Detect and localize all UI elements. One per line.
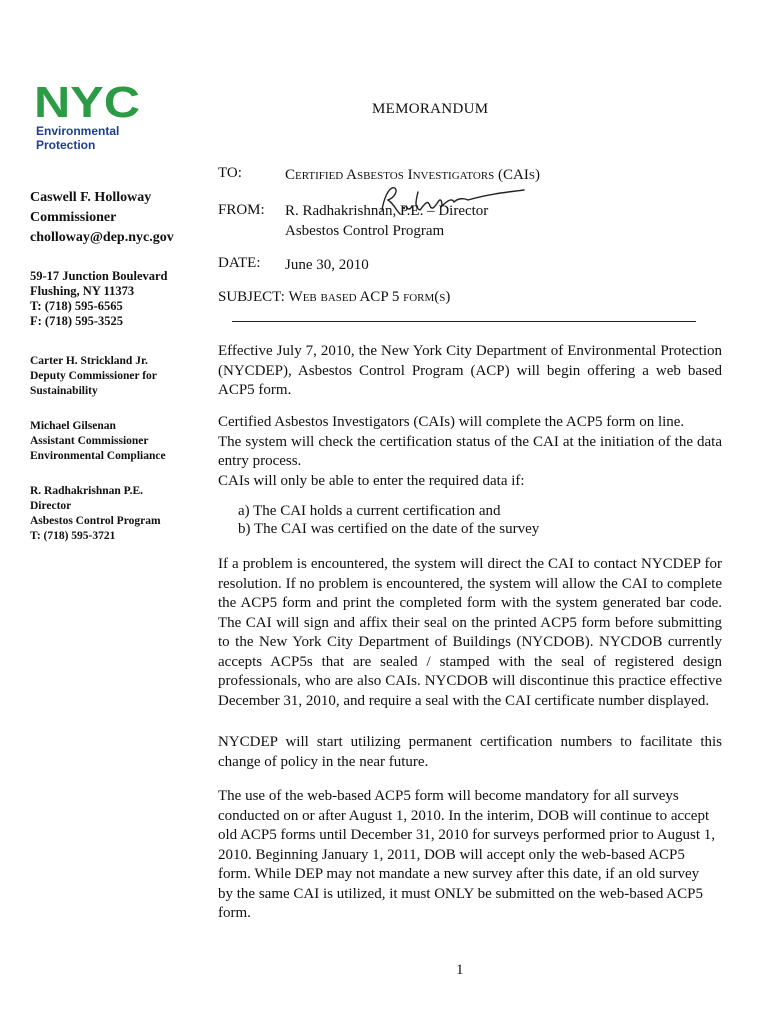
paragraph-line: The use of the web-based ACP5 form will become mandatory for all surveys: [218, 788, 679, 804]
agency-name: Environmental Protection: [36, 124, 120, 152]
subject-value: Web based ACP 5 form(s): [288, 289, 451, 305]
assistant-title: Assistant Commissioner: [30, 435, 149, 447]
paragraph-line: 2010. Beginning January 1, 2011, DOB will accept only the web-based ACP5: [218, 846, 685, 863]
nyc-logo: [34, 84, 142, 120]
director-title: Director: [30, 500, 72, 512]
paragraph-line: conducted on or after August 1, 2010. In the interim, DOB will continue to accept: [218, 807, 710, 824]
paragraph-problem: If a problem is encountered, the system will direct the CAI to contact NYCDEP for resolution. If no problem is encountered, the system will allow the CAI to complete the ACP5 form and print the completed form with the system generated bar code. The CAI will sign and affix their seal on the printed ACP5 form before submitting to the New York City Department of Buildings (NYCDOB). NYCDOB currently accepts ACP5s that are sealed / stamped with the seal of registered design professionals, who are also CAIs. NYCDOB will discontinue this practice effective December 31, 2010, and require a seal with the CAI certificate number displayed.: [218, 556, 722, 709]
address-line: 59-17 Junction Boulevard: [30, 269, 168, 283]
commissioner-email: cholloway@dep.nyc.gov: [30, 230, 174, 245]
deputy-title: Sustainability: [30, 385, 98, 397]
paragraph-mandatory: [218, 787, 722, 924]
director-block: [30, 484, 200, 544]
date-label: DATE:: [218, 255, 261, 271]
subject-label: SUBJECT:: [218, 289, 285, 305]
address-phone: T: (718) 595-6565: [30, 299, 123, 313]
divider: [232, 321, 696, 322]
deputy-name: Carter H. Strickland Jr.: [30, 355, 148, 367]
commissioner-name: Caswell F. Holloway: [30, 190, 152, 205]
from-value: [285, 201, 488, 241]
director-name: R. Radhakrishnan P.E.: [30, 485, 144, 497]
assistant-block: [30, 419, 200, 464]
date-value: June 30, 2010: [285, 257, 369, 273]
paragraph-permanent: NYCDEP will start utilizing permanent certification numbers to facilitate this change of policy in the near future.: [218, 734, 722, 770]
to-label: TO:: [218, 165, 242, 181]
svg-text:NYC: NYC: [34, 84, 140, 120]
to-value: Certified Asbestos Investigators (CAIs): [285, 167, 540, 183]
paragraph-effective: Effective July 7, 2010, the New York City Department of Environmental Protection (NYCDEP), Asbestos Control Program (ACP) will begin offering a web based ACP5 form.: [218, 343, 722, 398]
list-item: b) The CAI was certified on the date of the survey: [238, 521, 540, 537]
paragraph-cai: [218, 413, 722, 491]
address-fax: F: (718) 595-3525: [30, 314, 124, 328]
deputy-title: Deputy Commissioner for: [30, 370, 157, 382]
deputy-block: [30, 354, 200, 399]
commissioner-block: [30, 188, 200, 248]
paragraph-line: form. While DEP may not mandate a new survey after this date, if an old survey: [218, 866, 700, 882]
paragraph-line: CAIs will only be able to enter the required data if:: [218, 472, 525, 489]
assistant-title: Environmental Compliance: [30, 450, 166, 462]
from-name: R. Radhakrishnan, P.E. – Director: [285, 203, 489, 219]
commissioner-title: Commissioner: [30, 210, 117, 225]
list-item: a) The CAI holds a current certification and: [238, 503, 501, 519]
paragraph-line: old ACP5 forms until December 31, 2010 for surveys performed prior to August 1,: [218, 827, 716, 843]
paragraph-line: The system will check the certification status of the CAI at the initiation of the data entry process.: [218, 433, 722, 469]
from-label: FROM:: [218, 202, 265, 218]
address-block: [30, 269, 200, 329]
address-city: Flushing, NY 11373: [30, 284, 135, 298]
from-program: Asbestos Control Program: [285, 223, 445, 239]
director-program: Asbestos Control Program: [30, 515, 161, 527]
page-number: 1: [456, 962, 464, 978]
assistant-name: Michael Gilsenan: [30, 420, 116, 432]
paragraph-line: Certified Asbestos Investigators (CAIs) will complete the ACP5 form on line.: [218, 414, 685, 430]
paragraph-line: by the same CAI is utilized, it must ONLY be submitted on the web-based ACP5: [218, 885, 703, 902]
memo-title: MEMORANDUM: [372, 101, 489, 117]
subject-line: [218, 289, 450, 306]
paragraph-line: form.: [218, 905, 251, 921]
director-phone: T: (718) 595-3721: [30, 530, 116, 542]
